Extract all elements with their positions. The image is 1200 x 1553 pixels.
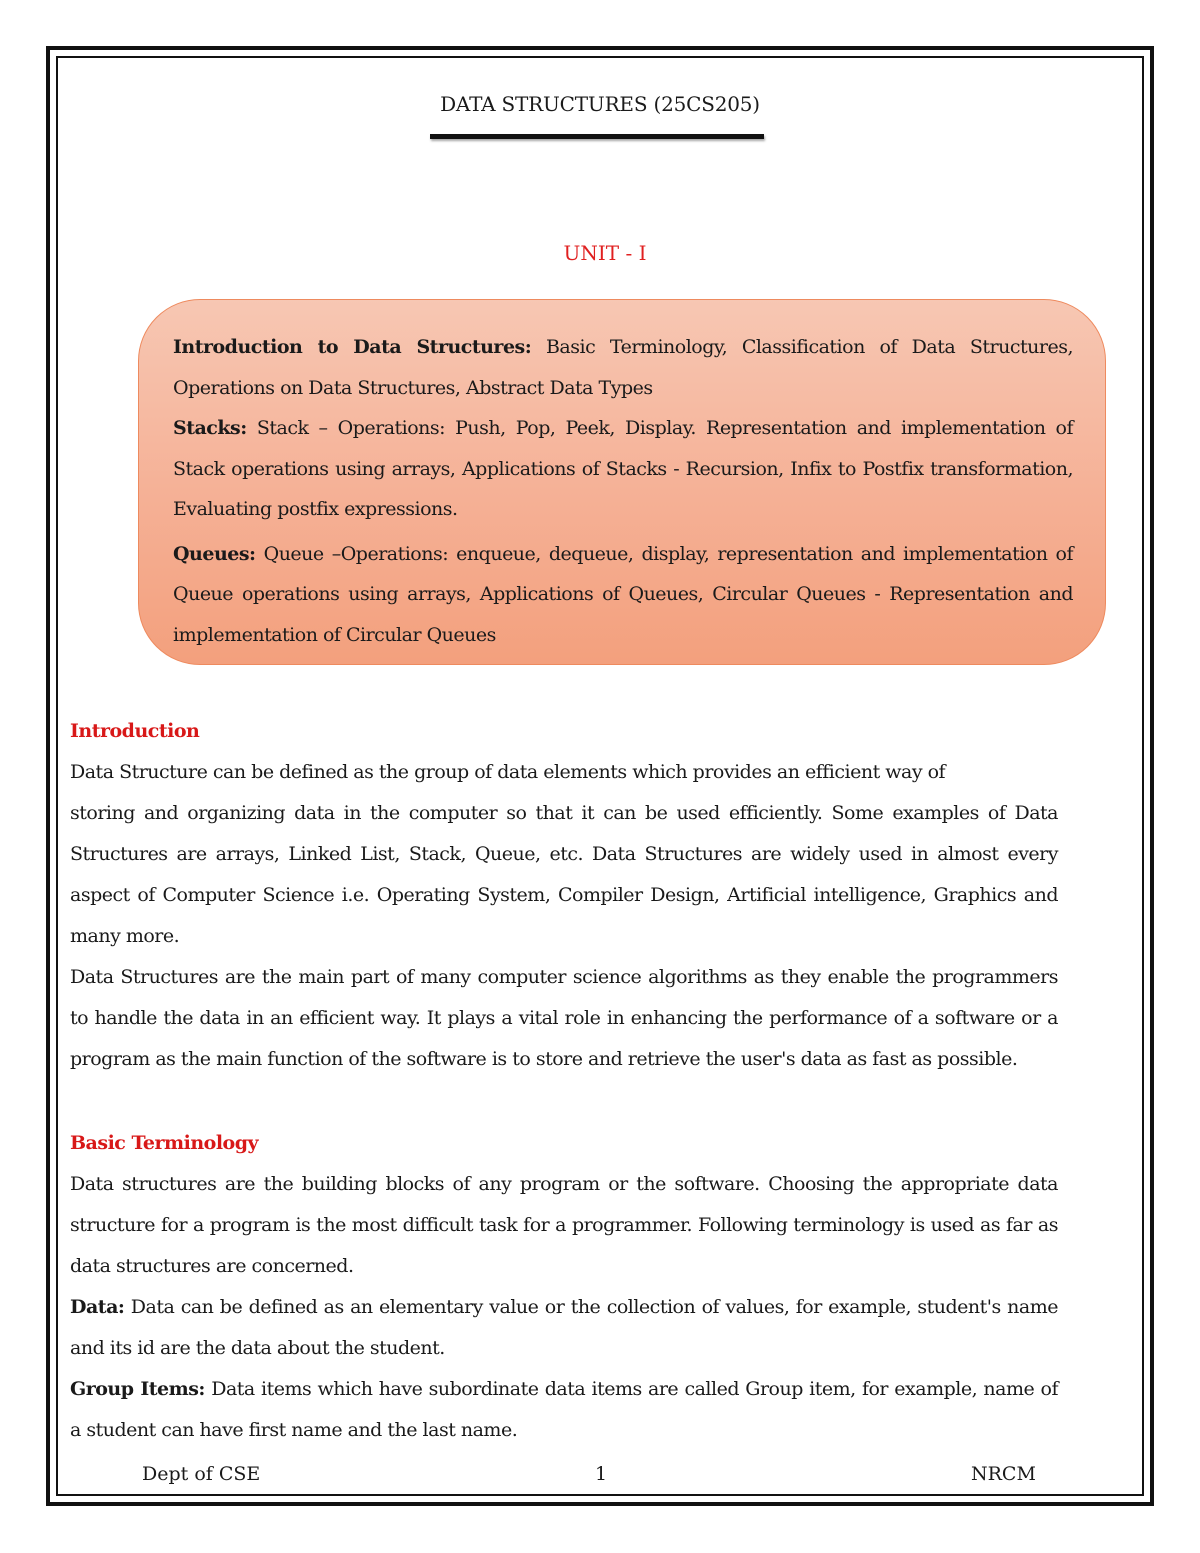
data-label: Data:	[70, 1296, 125, 1318]
syllabus-box	[138, 299, 1106, 665]
data-definition	[70, 1287, 1058, 1369]
footer-page-number: 1	[595, 1463, 608, 1485]
group-items-label: Group Items:	[70, 1378, 205, 1400]
syllabus-intro-label: Introduction to Data Structures:	[173, 336, 532, 358]
syllabus-queues	[173, 534, 1073, 656]
title-underline	[430, 134, 764, 139]
syllabus-text	[173, 327, 1073, 655]
syllabus-stacks-label: Stacks:	[173, 417, 247, 439]
syllabus-stacks	[173, 408, 1073, 530]
basic-terminology-para1: Data structures are the building blocks of any program or the software. Choosing the appropriate data structure for a program is the most difficult task for a programmer. Following terminology is used as far as data structures are concerned.	[70, 1173, 1058, 1277]
syllabus-queues-text: Queue –Operations: enqueue, dequeue, display, representation and implementation of Queue operations using arrays, Applications of Queues, Circular Queues - Representation and implementation of Circular Queues	[173, 542, 1073, 646]
introduction-para2: Data Structures are the main part of many computer science algorithms as they enable the programmers to handle the data in an efficient way. It plays a vital role in enhancing the performance of a software or a program as the main function of the software is to store and retrieve the user's data as fast as possible.	[70, 966, 1058, 1070]
introduction-para1: storing and organizing data in the computer so that it can be used efficiently. Some examples of Data Structures are arrays, Linked List, Stack, Queue, etc. Data Structures are widely used in almost every aspect of Computer Science i.e. Operating System, Compiler Design, Artificial intelligence, Graphics and many more.	[70, 802, 1058, 947]
syllabus-stacks-text: Stack – Operations: Push, Pop, Peek, Display. Representation and implementation of Stack operations using arrays, Applications of Stacks - Recursion, Infix to Postfix transformation, Evaluating postfix expressions.	[173, 417, 1073, 520]
group-items-text: Data items which have subordinate data items are called Group item, for example, name of a student can have first name and the last name.	[70, 1378, 1058, 1441]
introduction-heading: Introduction	[70, 720, 200, 742]
footer-department: Dept of CSE	[142, 1463, 261, 1485]
unit-heading: UNIT - I	[563, 241, 647, 265]
group-items-definition	[70, 1369, 1058, 1451]
syllabus-intro	[173, 327, 1073, 408]
basic-terminology-heading: Basic Terminology	[70, 1132, 259, 1154]
section-spacer	[70, 1080, 1058, 1123]
footer-institution: NRCM	[971, 1463, 1036, 1485]
main-content	[70, 711, 1058, 1451]
document-title: DATA STRUCTURES (25CS205)	[440, 92, 760, 116]
syllabus-queues-label: Queues:	[173, 542, 256, 565]
data-text: Data can be defined as an elementary value or the collection of values, for example, student's name and its id are the data about the student.	[70, 1296, 1058, 1359]
syllabus-intro-text: Basic Terminology, Classification of Data Structures, Operations on Data Structures, Abstract Data Types	[173, 336, 1073, 399]
introduction-line1: Data Structure can be defined as the group of data elements which provides an efficient way of	[70, 761, 946, 783]
